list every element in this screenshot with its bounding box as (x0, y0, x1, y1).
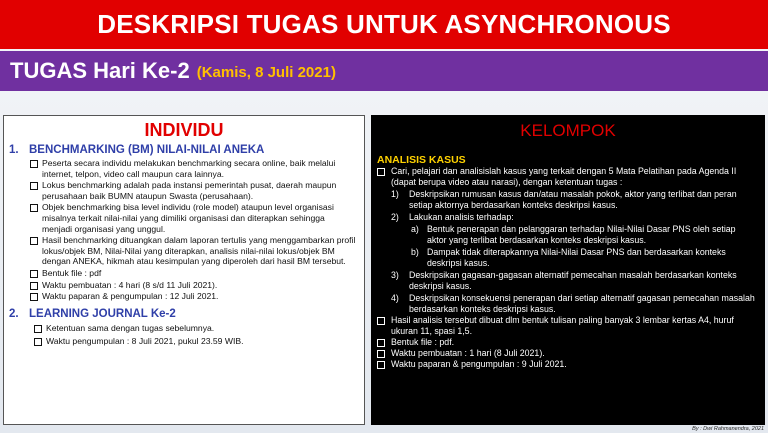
checkbox-bullet-icon (34, 325, 42, 333)
section1-list (4, 158, 364, 302)
list-item: b) Dampak tidak diterapkannya Nilai-Nilai Dasar PNS dan berdasarkan konteks deskripsi kasus. (411, 247, 726, 268)
section1-heading-text: BENCHMARKING (BM) NILAI-NILAI ANEKA (29, 144, 265, 156)
list-item: Ketentuan sama dengan tugas sebelumnya. (4, 323, 364, 334)
checkbox-bullet-icon (34, 338, 42, 346)
checkbox-bullet-icon (30, 160, 38, 168)
list-item: Objek benchmarking bisa level individu (role model) ataupun level organisasi misalnya terkait nilai-nilai yang dimiliki organisasi dan diterapkan sehingga menjadi organisasi yang unggul. (4, 202, 364, 234)
subtitle-date: (Kamis, 8 Juli 2021) (196, 64, 336, 81)
list-item: Hasil benchmarking dituangkan dalam laporan tertulis yang menggambarkan profil lokus/objek BM, Nilai-Nilai yang diterapkan, analisis nilai-nilai lokus/objek BM dengan ANEKA, hikmah atau kesimpulan yang diperoleh dari hasil BM tersebut. (4, 235, 364, 267)
list-item: Waktu pembuatan : 4 hari (8 s/d 11 Juli 2021). (4, 280, 364, 291)
credit-text: By : Dwi Rahmanendra, 2021 (692, 426, 764, 432)
list-item: Hasil analisis tersebut dibuat dlm bentuk tulisan paling banyak 3 lembar kertas A4, huruf ukuran 11, spasi 1,5. (371, 315, 765, 337)
list-item: Waktu pengumpulan : 8 Juli 2021, pukul 23.59 WIB. (4, 336, 364, 347)
checkbox-bullet-icon (377, 361, 385, 369)
individu-panel (3, 115, 365, 425)
checkbox-bullet-icon (377, 168, 385, 176)
list-item: Peserta secara individu melakukan benchmarking secara online, baik melalui internet, telpon, video call maupun cara lainnya. (4, 158, 364, 179)
checkbox-bullet-icon (377, 350, 385, 358)
list-item: Cari, pelajari dan analisislah kasus yang terkait dengan 5 Mata Pelatihan pada Agenda II (dapat berupa video atau narasi), dengan ketentuan tugas : (371, 166, 765, 188)
section2-number: 2. (9, 307, 19, 320)
subtitle-bar (0, 51, 768, 91)
list-item: 2) Lakukan analisis terhadap: (391, 212, 514, 222)
individu-title: INDIVIDU (144, 120, 224, 140)
checkbox-bullet-icon (30, 293, 38, 301)
list-item: 1) Deskripsikan rumusan kasus dan/atau masalah pokok, aktor yang terlibat dan peran setiap aktornya berdasarkan konteks deskripsi kasus. (391, 189, 737, 210)
list-item: Bentuk file : pdf. (371, 337, 765, 348)
checkbox-bullet-icon (30, 182, 38, 190)
section1-heading (9, 144, 364, 156)
title-bar (0, 0, 768, 49)
list-item: 4) Deskripsikan konsekuensi penerapan dari setiap alternatif gagasan pemecahan masalah berdasarkan konteks deskripsi kasus. (391, 293, 755, 314)
page-title: DESKRIPSI TUGAS UNTUK ASYNCHRONOUS (97, 9, 671, 39)
checkbox-bullet-icon (30, 282, 38, 290)
checkbox-bullet-icon (30, 204, 38, 212)
list-item: Waktu paparan & pengumpulan : 9 Juli 2021. (371, 359, 765, 370)
section1-number: 1. (9, 144, 19, 156)
list-item: 3) Deskripsikan gagasan-gagasan alternatif pemecahan masalah berdasarkan konteks deskripsi kasus. (391, 270, 737, 291)
subtitle: TUGAS Hari Ke-2 (10, 58, 190, 83)
kelompok-panel (371, 115, 765, 425)
section2-list (4, 323, 364, 347)
checkbox-bullet-icon (30, 270, 38, 278)
list-item: Lokus benchmarking adalah pada instansi pemerintah pusat, daerah maupun perusahaan baik BUMN ataupun Swasta (perusahaan). (4, 180, 364, 201)
list-item: Bentuk file : pdf (4, 268, 364, 279)
list-item: Waktu pembuatan : 1 hari (8 Juli 2021). (371, 348, 765, 359)
checkbox-bullet-icon (377, 317, 385, 325)
checkbox-bullet-icon (377, 339, 385, 347)
kelompok-heading: ANALISIS KASUS (377, 154, 466, 166)
kelompok-numbered-list (371, 189, 765, 315)
list-item: Waktu paparan & pengumpulan : 12 Juli 2021. (4, 291, 364, 302)
checkbox-bullet-icon (30, 237, 38, 245)
section2-heading-text: LEARNING JOURNAL Ke-2 (29, 307, 176, 320)
section2-heading (9, 308, 364, 320)
kelompok-title: KELOMPOK (520, 121, 616, 140)
list-item: a) Bentuk penerapan dan pelanggaran terhadap Nilai-Nilai Dasar PNS oleh setiap aktor yang terlibat berdasarkan konteks deskripsi kasus. (411, 224, 736, 245)
